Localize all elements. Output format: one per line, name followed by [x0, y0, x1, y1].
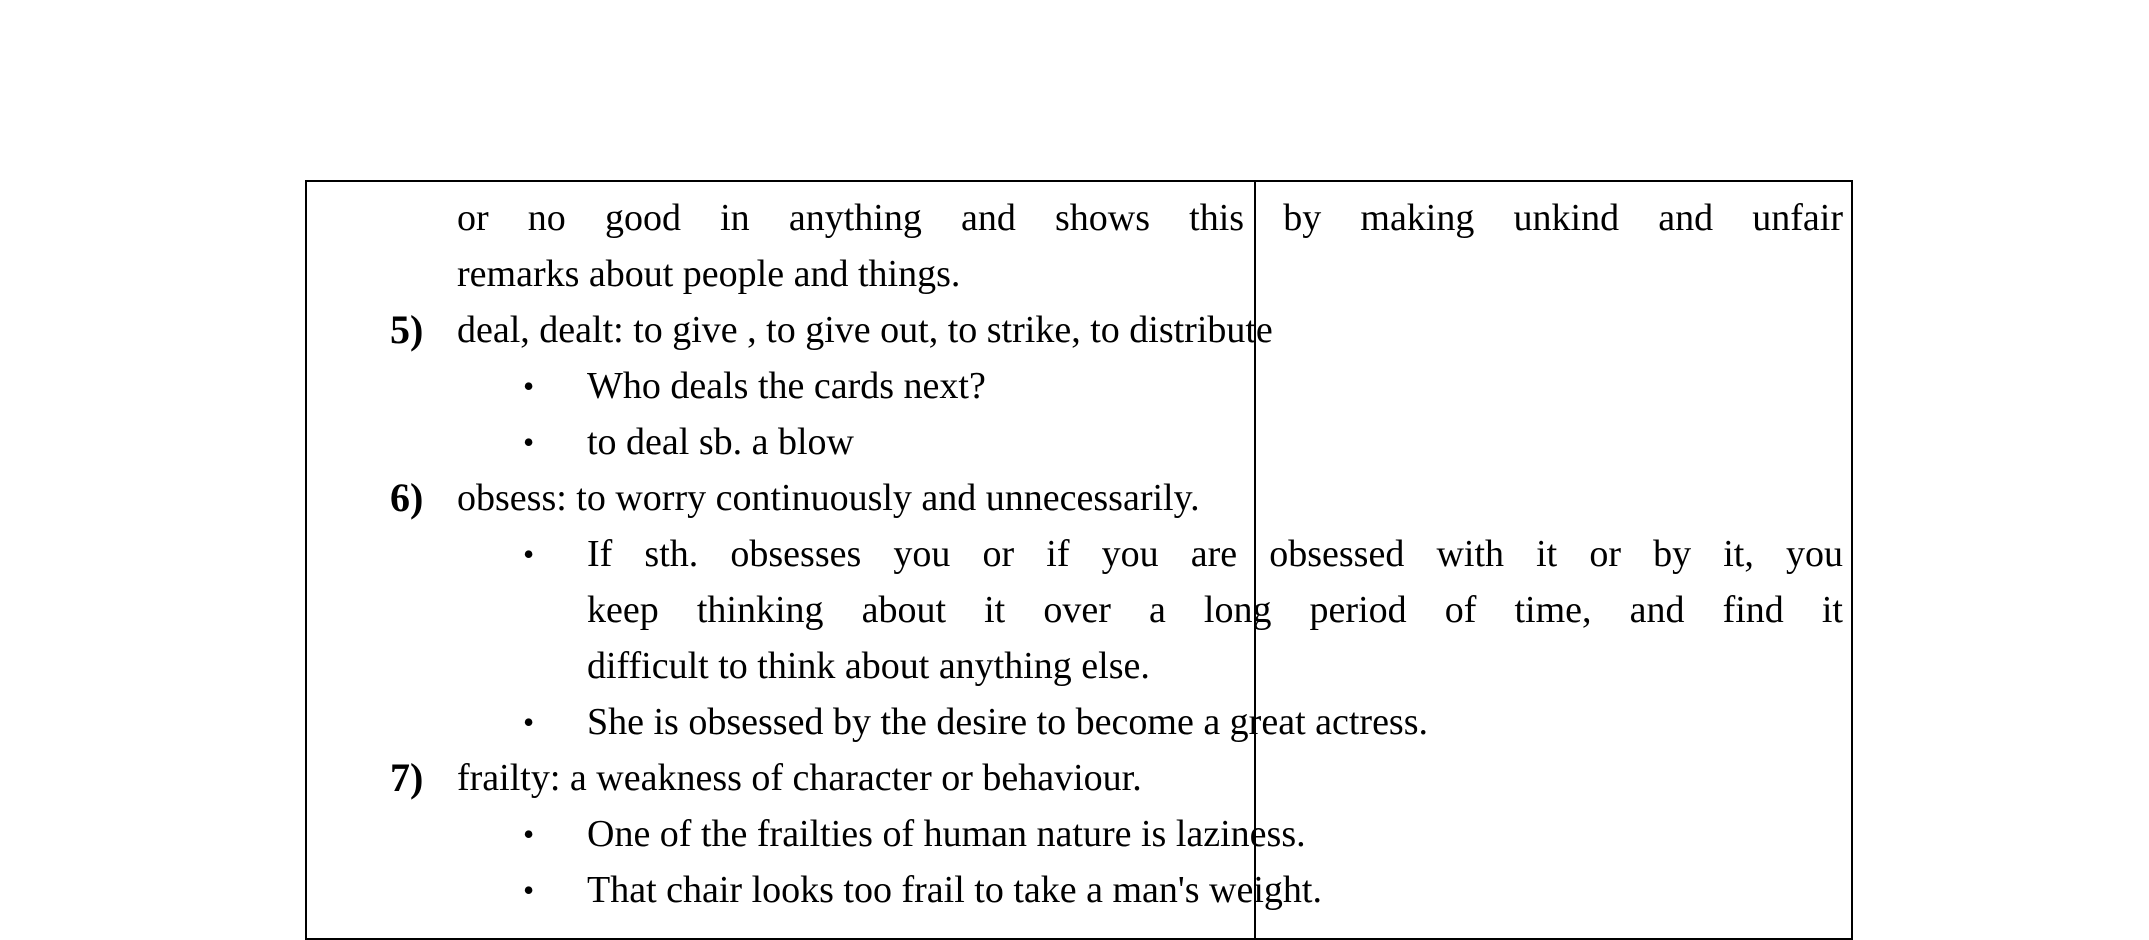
entry-definition: frailty: a weakness of character or behaviour. — [457, 757, 1142, 799]
entry-definition: deal, dealt: to give , to give out, to strike, to distribute — [457, 309, 1273, 351]
bullet-icon: • — [523, 704, 535, 740]
example-line: One of the frailties of human nature is laziness. — [587, 813, 1306, 855]
entry-definition: obsess: to worry continuously and unnecessarily. — [457, 477, 1200, 519]
example-line: If sth. obsesses you or if you are obsessed with it or by it, you — [587, 533, 1843, 575]
bullet-icon: • — [523, 872, 535, 908]
bullet-icon: • — [523, 424, 535, 460]
intro-line: remarks about people and things. — [457, 253, 961, 295]
bullet-icon: • — [523, 816, 535, 852]
example-line: That chair looks too frail to take a man's weight. — [587, 869, 1322, 911]
entry-number: 7) — [390, 755, 424, 800]
example-line: difficult to think about anything else. — [587, 645, 1150, 687]
example-line: She is obsessed by the desire to become a great actress. — [587, 701, 1429, 743]
example-line: keep thinking about it over a long period of time, and find it — [587, 589, 1843, 631]
entry-number: 6) — [390, 475, 424, 520]
entry-number: 5) — [390, 307, 424, 352]
bullet-icon: • — [523, 368, 535, 404]
example-line: Who deals the cards next? — [587, 365, 986, 407]
bullet-icon: • — [523, 536, 535, 572]
intro-line: or no good in anything and shows this by making unkind and unfair — [457, 197, 1843, 239]
example-line: to deal sb. a blow — [587, 421, 855, 463]
